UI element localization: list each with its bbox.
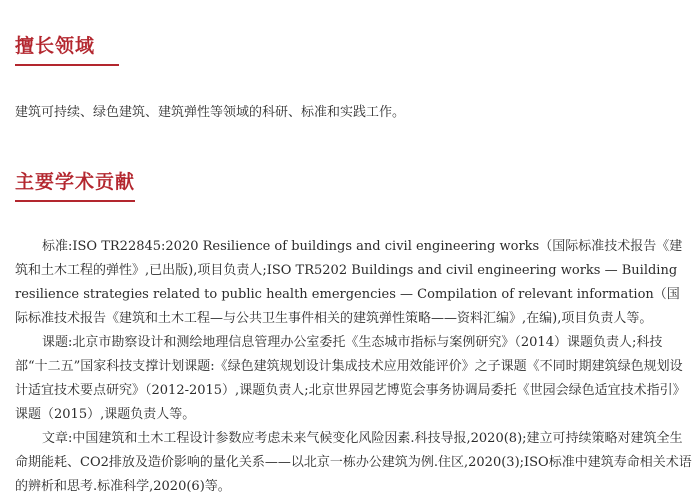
expertise-heading: 擅长领域: [15, 35, 96, 57]
contribution-articles-paragraph: 文章:中国建筑和土木工程设计参数应考虑未来气候变化风险因素.科技导报,2020(8);建立可持续策略对建筑全生命期能耗、CO2排放及造价影响的量化关系——以北京一栋办公建筑为例.住区,2020(3);ISO标准中建筑寿命相关术语的辨析和思考.标准科学,2020(6)等。: [15, 431, 692, 494]
expertise-heading-underline: [15, 64, 119, 66]
contribution-standards-paragraph: 标准:ISO TR22845:2020 Resilience of buildings and civil engineering works（国际标准技术报告《建筑和土木工程的弹性》,已出版),项目负责人;ISO TR5202 Buildings and civil engineering works — Building resilience strategies related to public health emergencies — Compilation of relevant information（国际标准技术报告《建筑和土木工程—与公共卫生事件相关的建筑弹性策略——资料汇编》,在编),项目负责人等。: [15, 239, 683, 326]
contributions-heading: 主要学术贡献: [15, 171, 136, 193]
contributions-section: [15, 170, 685, 202]
contribution-projects-paragraph: 课题:北京市勘察设计和测绘地理信息管理办公室委托《生态城市指标与案例研究》（2014）课题负责人;科技部“十二五”国家科技支撑计划课题:《绿色建筑规划设计集成技术应用效能评价》之子课题《不同时期建筑绿色规划设计适宜技术要点研究》（2012-2015）,课题负责人;北京世界园艺博览会事务协调局委托《世园会绿色适宜技术指引》课题（2015）,课题负责人等。: [15, 335, 686, 422]
contributions-body: [15, 235, 692, 499]
expertise-text: 建筑可持续、绿色建筑、建筑弹性等领域的科研、标准和实践工作。: [15, 105, 406, 120]
contributions-heading-underline: [15, 200, 135, 202]
expertise-section: [15, 34, 685, 66]
